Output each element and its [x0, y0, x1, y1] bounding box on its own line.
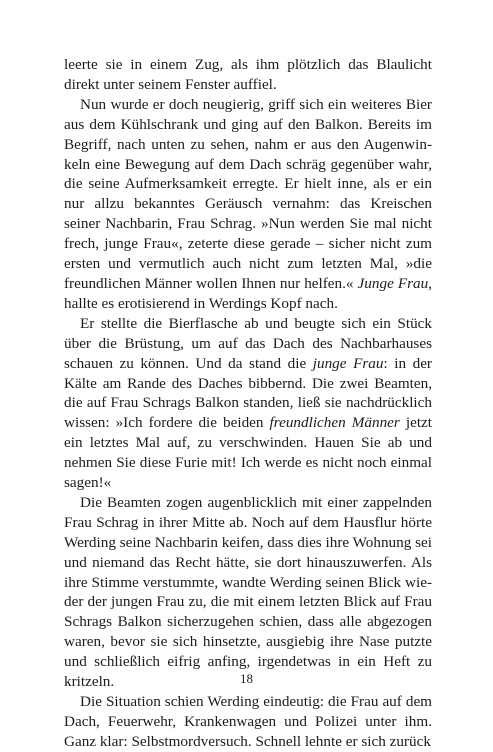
paragraph-3 — [64, 314, 432, 493]
paragraph-text: Die Situation schien Werding eindeutig: die Frau auf dem Dach, Feuerwehr, Krankenwagen und Polizei unter ihm. Ganz klar: Selbstmordversuch. Schnell lehnte er sich zurück — [64, 693, 432, 750]
paragraph-text: : in der Kälte am Rande des Daches bibbernd. Die zwei Beamten, die auf Frau Schrags Balkon standen, ließ sie nachdrücklich wissen: »Ich fordere die beiden — [64, 354, 432, 432]
italic-phrase: freundlichen Männer — [269, 414, 400, 432]
paragraph-text: , hallte es erotisierend in Werdings Kopf nach. — [64, 274, 432, 312]
paragraph-text: jetzt ein letztes Mal auf, zu verschwinden. Hauen Sie ab und nehmen Sie diese Furie mit! Ich werde es nicht noch einmal sagen!« — [64, 414, 433, 492]
paragraph-text: Nun wurde er doch neugierig, griff sich ein weiteres Bier aus dem Kühlschrank und ging auf den Balkon. Bereits im Begriff, nach unten zu sehen, nahm er aus den Augenwinkeln eine Bewegung auf dem Dach schräg gegenüber wahr, die seine Aufmerksamkeit erregte. Er hielt inne, als er ein nur allzu bekanntes Geräusch vernahm: das Kreischen seiner Nachbarin, Frau Schrag. »Nun werden Sie mal nicht frech, junge Frau«, zeterte diese gerade – sicher nicht zum ersten und vermutlich auch nicht zum letzten Mal, »die freundlichen Männer wollen Ihnen nur helfen.« — [64, 95, 432, 292]
paragraph-5 — [64, 692, 432, 752]
paragraph-text: Er stellte die Bierflasche ab und beugte sich ein Stück über die Brüstung, um auf das Dach des Nachbarhauses schauen zu können. Und da stand die — [64, 314, 432, 372]
paragraph-text: Die Beamten zogen augenblicklich mit einer zappelnden Frau Schrag in ihrer Mitte ab. Noch auf dem Hausflur hörte Werding seine Nachbarin keifen, dass dies ihre Wohnung sei und niemand das Recht hätte, sie dort hinauszuwerfen. Als ihre Stimme verstummte, wandte Werding seinen Blick wieder der jungen Frau zu, die mit einem letzten Blick auf Frau Schrags Balkon sicherzugehen schien, dass alle abgezogen waren, bevor sie sich hinsetzte, ausgiebig ihre Nase putzte und schließlich eifrig anfing, irgendetwas in ein Heft zu kritzeln. — [64, 493, 432, 691]
paragraph-text: leerte sie in einem Zug, als ihm plötzlich das Blaulicht direkt unter seinem Fenster auffiel. — [64, 56, 432, 93]
book-page-text — [64, 55, 432, 752]
paragraph-4 — [64, 493, 432, 692]
italic-phrase: junge Frau — [312, 354, 384, 372]
paragraph-2 — [64, 95, 432, 314]
paragraph-1 — [64, 55, 432, 95]
page-number: 18 — [240, 671, 253, 686]
italic-phrase: Junge Frau — [357, 274, 429, 292]
